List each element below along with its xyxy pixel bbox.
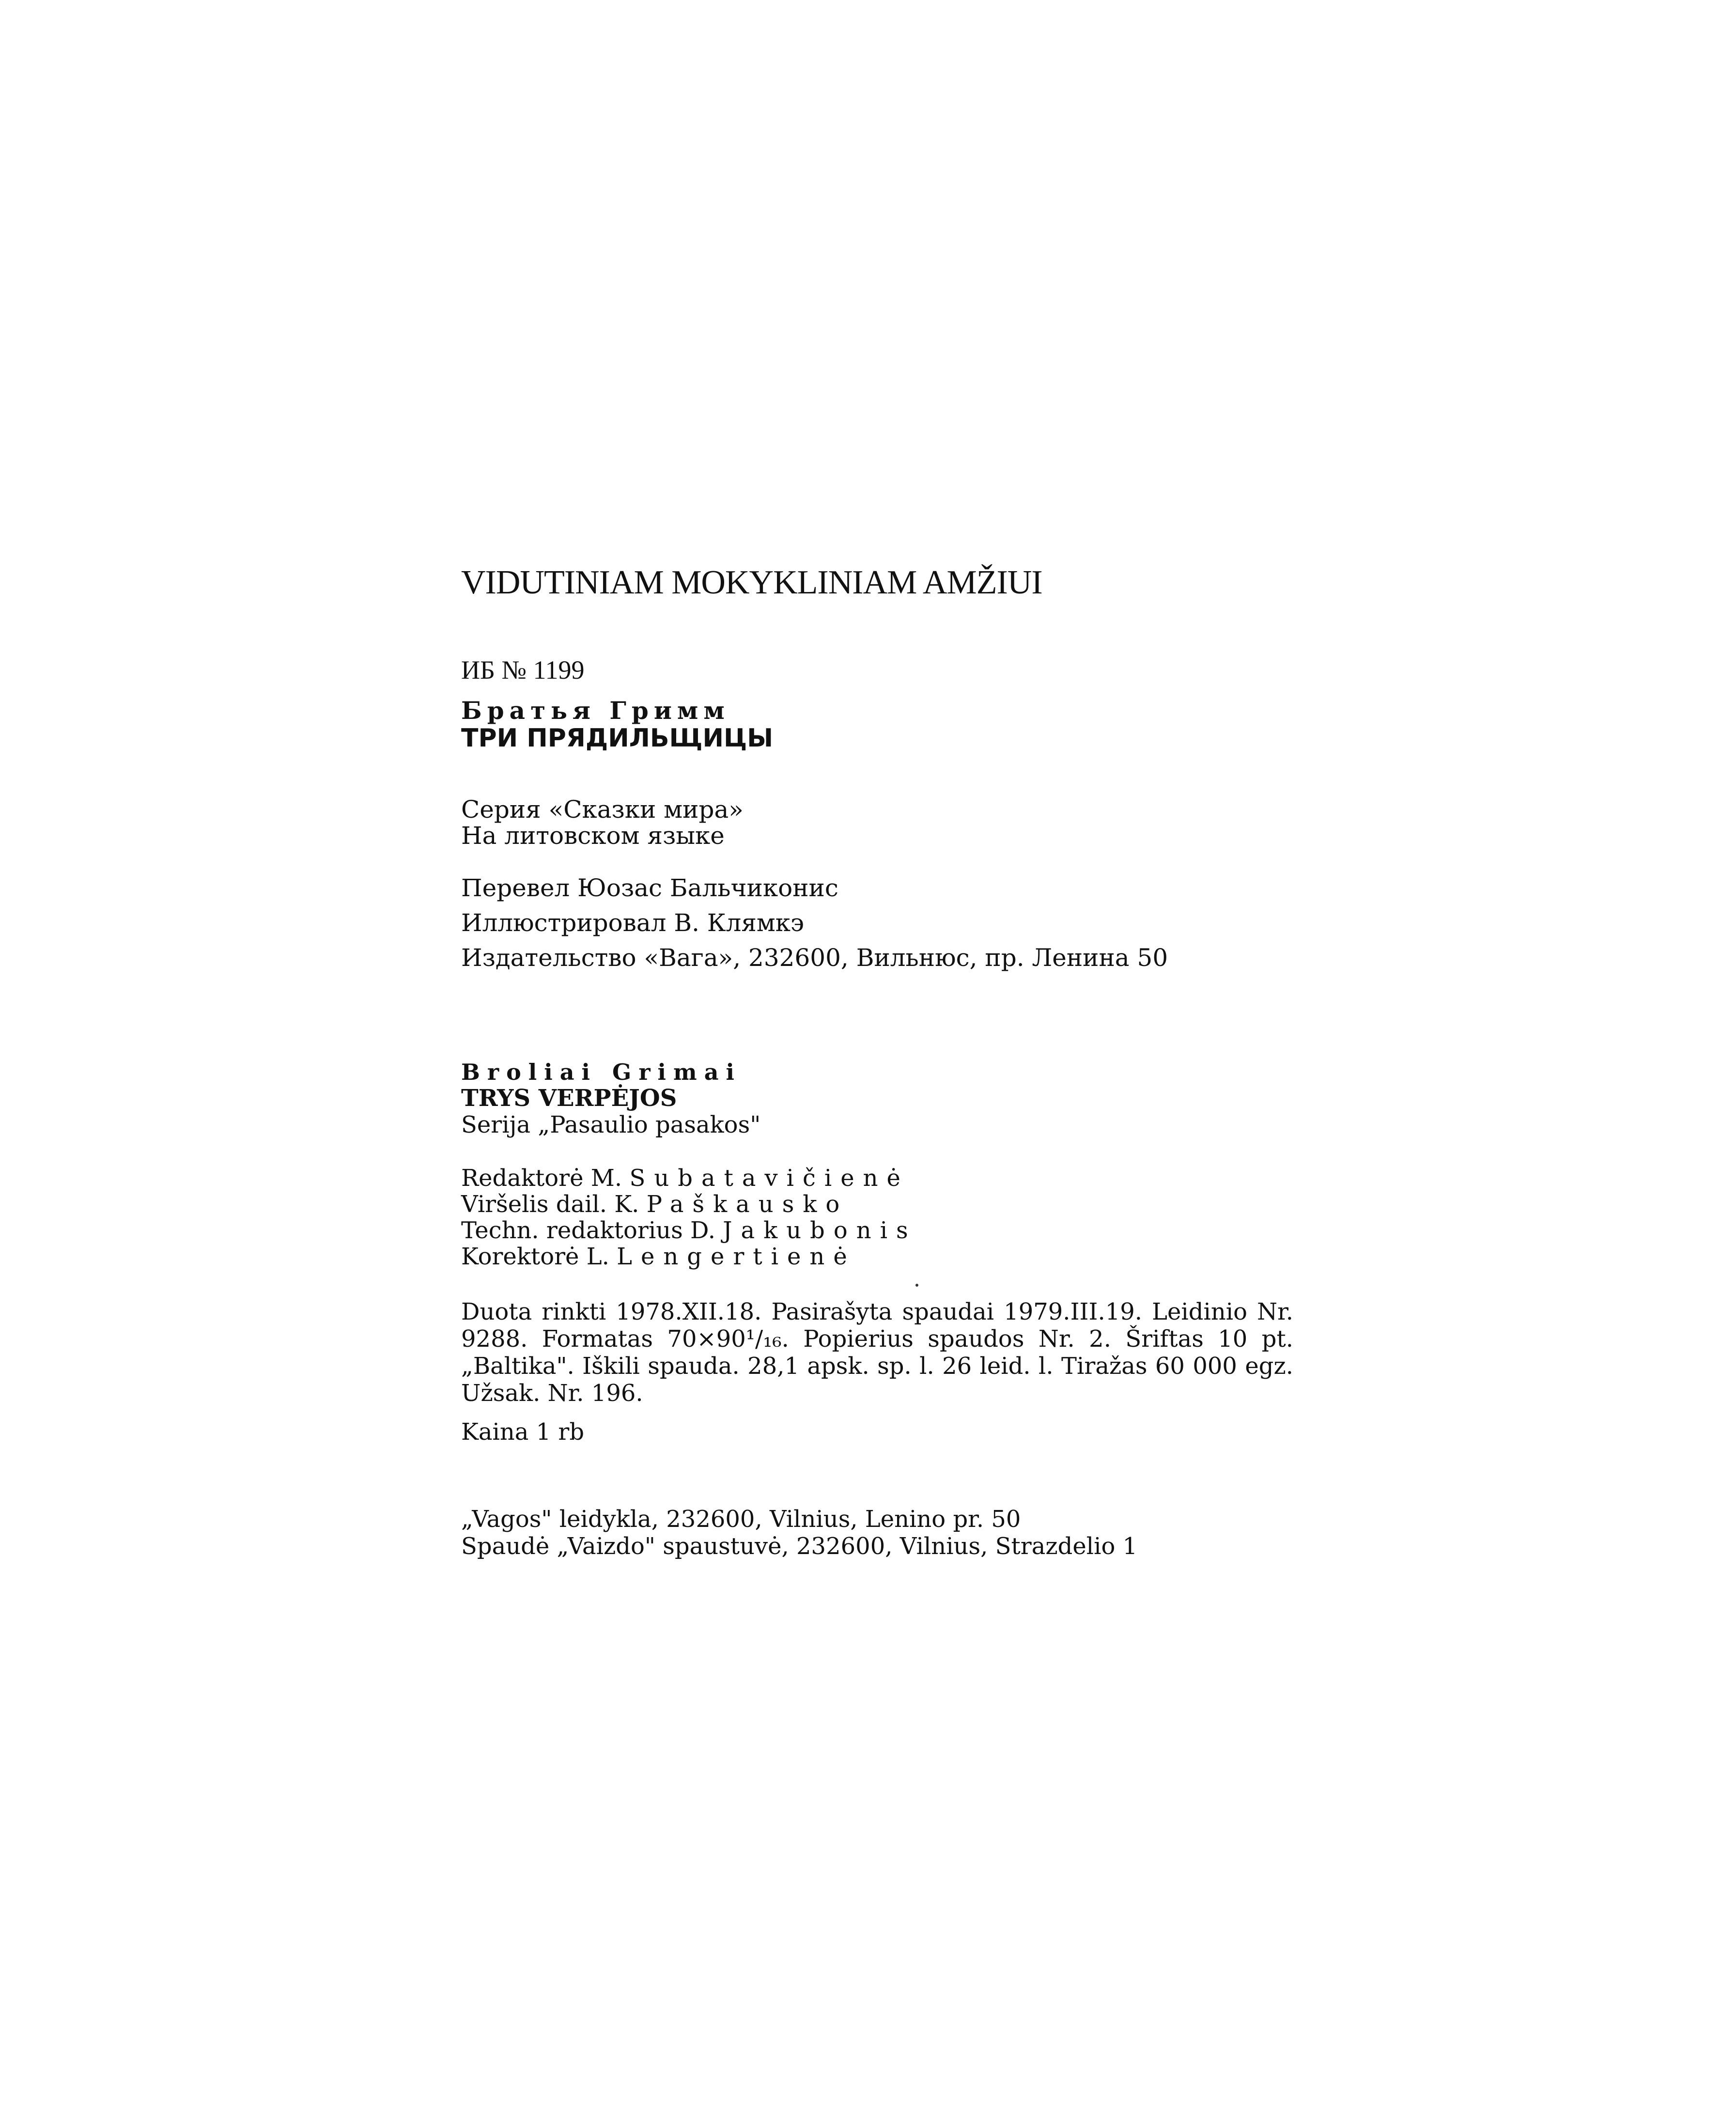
print-speck: [915, 1284, 918, 1287]
russian-author: Братья Гримм: [461, 696, 730, 725]
credit-role: Redaktorė M.: [461, 1165, 622, 1192]
credit-proofreader: [461, 1245, 856, 1268]
price: Kaina 1 rb: [461, 1418, 585, 1446]
russian-series: Серия «Сказки мира»: [461, 795, 744, 824]
lithuanian-series: Serija „Pasaulio pasakos": [461, 1111, 761, 1138]
credit-name: Subatavičienė: [629, 1165, 909, 1192]
credit-role: Viršelis dail. K.: [461, 1191, 639, 1218]
publisher-address: „Vagos" leidykla, 232600, Vilnius, Lenino pr. 50: [461, 1506, 1021, 1533]
russian-title: ТРИ ПРЯДИЛЬЩИЦЫ: [461, 724, 774, 753]
credit-technical-editor: [461, 1219, 917, 1242]
credit-role: Techn. redaktorius D.: [461, 1217, 716, 1244]
credit-name: Lengertienė: [617, 1243, 856, 1270]
lithuanian-author: Broliai Grimai: [461, 1059, 742, 1085]
credit-role: Korektorė L.: [461, 1243, 609, 1270]
ib-number: ИБ № 1199: [461, 655, 585, 685]
russian-language-note: На литовском языке: [461, 822, 725, 850]
lithuanian-title: TRYS VERPĖJOS: [461, 1085, 677, 1112]
credit-cover-artist: [461, 1193, 848, 1216]
credit-name: Paškausko: [646, 1191, 849, 1218]
russian-illustrator: Иллюстрировал В. Клямкэ: [461, 909, 805, 937]
russian-translator: Перевел Юозас Бальчиконис: [461, 874, 838, 902]
credit-editor: [461, 1167, 909, 1190]
print-imprint: Duota rinkti 1978.XII.18. Pasirašyta spaudai 1979.III.19. Leidinio Nr. 9288. Formatas 70×90¹/₁₆. Popierius spaudos Nr. 2. Šriftas 10 pt. „Baltika". Iškili spauda. 28,1 apsk. sp. l. 26 leid. l. Tiražas 60 000 egz. Užsak. Nr. 196.: [461, 1298, 1293, 1407]
age-group-heading: VIDUTINIAM MOKYKLINIAM AMŽIUI: [461, 564, 1042, 601]
printer-address: Spaudė „Vaizdo" spaustuvė, 232600, Vilnius, Strazdelio 1: [461, 1533, 1138, 1560]
credit-name: Jakubonis: [723, 1217, 917, 1244]
russian-publisher: Издательство «Вага», 232600, Вильнюс, пр. Ленина 50: [461, 944, 1168, 972]
